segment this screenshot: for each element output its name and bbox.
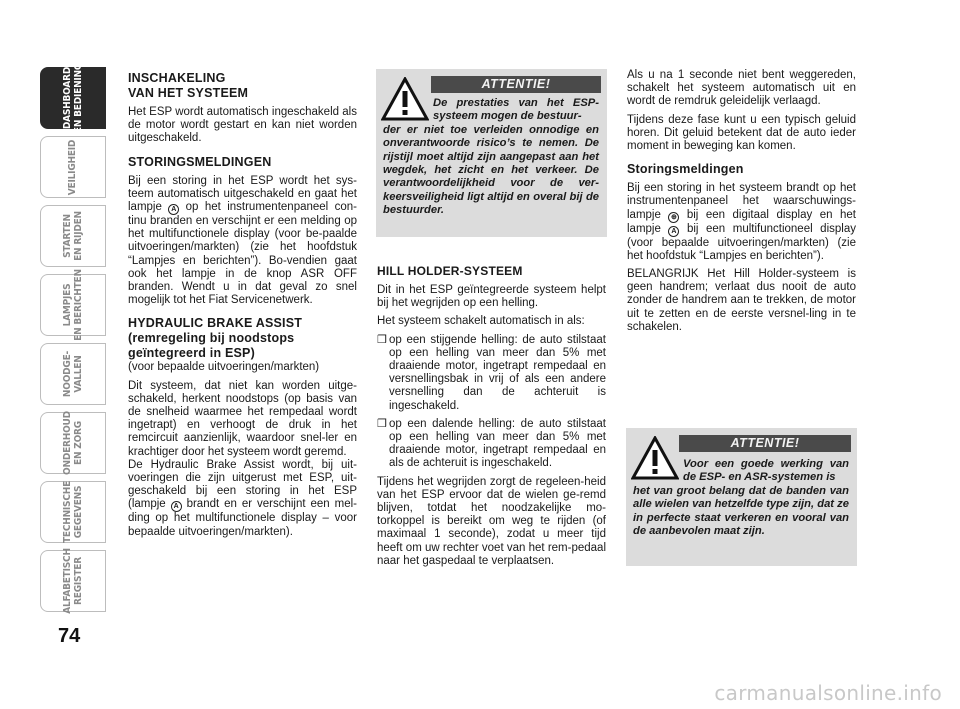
- heading-hba: [128, 316, 357, 361]
- tab-noodgevallen[interactable]: [40, 343, 106, 405]
- checkbox-bullet-icon: ❒: [377, 417, 387, 430]
- paragraph: Het systeem schakelt automatisch in als:: [377, 315, 585, 328]
- list-item-text: op een stijgende helling: de auto stilstaat op een helling van meer dan 5% met draaiende motor, ingetrapt rempedaal en versnellingsbak in vrij of als een andere versnelling dan de achteruit is ingeschakeld.: [389, 333, 606, 412]
- tab-label: TECHNISCHE GEGEVENS: [62, 480, 84, 544]
- column-2: [377, 264, 606, 568]
- text-run: Voor een goede werking van de ESP- en ASR-systemen is: [683, 458, 849, 484]
- warning-triangle-icon: [631, 436, 679, 480]
- paragraph: Dit systeem, dat niet kan worden uitge-schakeld, herkent noodstops (op basis van de snelheid waarmee het rempedaal wordt ingetrapt) en verhoogt de druk in het remcircuit aanzienlijk, waardoor snel-ler en krachtiger door het systeem wordt geremd.: [128, 379, 357, 458]
- tab-label: LAMPJES EN BERICHTEN: [62, 269, 85, 341]
- heading-inschakeling: [128, 71, 357, 101]
- text-run: bij een digitaal display en het lampje: [627, 208, 856, 235]
- attention-banner: ATTENTIE!: [431, 76, 601, 93]
- list-item: [377, 334, 606, 413]
- tab-label: ALFABETISCH REGISTER: [62, 548, 84, 614]
- paragraph: BELANGRIJK Het Hill Holder-systeem is geen handrem; verlaat dus nooit de auto zonder de handrem aan te trekken, de motor uit te zetten en de eerste versnel-ling in te schakelen.: [627, 268, 856, 333]
- page-number: 74: [58, 625, 81, 647]
- paragraph: Dit in het ESP geïntegreerde systeem helpt bij het wegrijden op een helling.: [377, 284, 606, 310]
- column-1: [128, 71, 357, 539]
- text-run: het van groot belang dat de banden van alle wielen van hetzelfde type zijn, dat ze in perfecte staat verkeren en vooral van de aanbevolen maat zijn.: [633, 484, 849, 538]
- checkbox-bullet-icon: ❒: [377, 333, 387, 346]
- text-run: op het instrumentenpaneel con-tinu branden en verschijnt er een melding op het multifunctionele display (voor be-paalde uitvoeringen/markten) (zie het hoofdstuk “Lampjes en berichten”). Bo-vendien gaat ook het lampje in de knop ASR OFF branden. Wendt u in dat geval zo snel mogelijk tot het Fiat Servicenetwerk.: [128, 201, 357, 307]
- heading-line: (remregeling bij noodstops: [128, 331, 295, 346]
- tab-lampjes[interactable]: [40, 269, 106, 341]
- heading-line: HYDRAULIC BRAKE ASSIST: [128, 316, 303, 331]
- warning-box: [626, 428, 857, 566]
- tab-register[interactable]: [40, 550, 106, 612]
- tab-starten[interactable]: [40, 205, 106, 267]
- paragraph: Het ESP wordt automatisch ingeschakeld als de motor wordt gestart en kan niet worden uitgeschakeld.: [128, 106, 357, 145]
- text-run: bij een multifunctioneel display (voor bepaalde uitvoeringen/markten) (zie het hoofdstuk “Lampjes en berichten”).: [627, 222, 856, 262]
- tab-dashboard[interactable]: [40, 62, 106, 134]
- list-item-text: op een dalende helling: de auto stilstaat op een helling van meer dan 5% met draaiende motor, ingetrapt rempedaal en als de achteruit is ingeschakeld.: [389, 417, 606, 470]
- text-run: Bij een storing in het systeem brandt op het instrumentenpaneel het waarschuwings-lampje: [627, 182, 856, 221]
- heading-line: VAN HET SYSTEEM: [128, 86, 249, 100]
- list-item: [377, 418, 606, 471]
- text-run: der er niet toe verleiden onnodige en onverantwoorde risico’s te nemen. De rijstijl moet altijd zijn aangepast aan het wegdek, het zicht en het verkeer. De verantwoordelijkheid voor de ver-keersveiligheid ligt altijd en overal bij de bestuurder.: [383, 123, 599, 217]
- watermark: carmanualsonline.info: [714, 681, 942, 705]
- subheading-note: (voor bepaalde uitvoeringen/markten): [128, 361, 320, 374]
- heading-storingsmeldingen: STORINGSMELDINGEN: [128, 154, 272, 169]
- paragraph: [128, 175, 357, 308]
- paragraph: Tijdens het wegrijden zorgt de regeleen-heid van het ESP ervoor dat de wielen ge-remd blijven, totdat het noodzakelijke mo-torkoppel is bereikt om weg te rijden (of maximaal 1 seconde), zodat u meer tijd heeft om uw rechter voet van het rem-pedaal naar het gaspedaal te verplaatsen.: [377, 475, 606, 567]
- paragraph: [627, 182, 856, 263]
- text-run: brandt en er verschijnt een mel-ding op het multifunctionele display – voor bepaalde uitvoeringen/markten).: [128, 498, 357, 538]
- column-3: [627, 69, 856, 334]
- attention-banner: ATTENTIE!: [679, 435, 851, 452]
- paragraph: [128, 459, 357, 539]
- tab-label: NOODGE- VALLEN: [61, 350, 84, 398]
- tab-label: DASHBOARD EN BEDIENING: [62, 62, 85, 134]
- hill-holder-warning-icon: ⊕: [668, 212, 679, 223]
- text-run: De prestaties van het ESP-systeem mogen de bestuur-: [433, 97, 599, 123]
- tab-label: VEILIGHEID: [67, 139, 79, 195]
- tab-label: STARTEN EN RIJDEN: [62, 211, 84, 261]
- paragraph: Tijdens deze fase kunt u een typisch geluid horen. Dit geluid betekent dat de auto ieder moment in beweging kan komen.: [627, 113, 856, 153]
- paragraph: Als u na 1 seconde niet bent weggereden, schakelt het systeem automatisch uit en wordt de remdruk geleidelijk verlaagd.: [627, 69, 856, 108]
- heading-hill-holder: HILL HOLDER-SYSTEEM: [377, 264, 523, 278]
- text-run: De Hydraulic Brake Assist wordt, bij uit-voeringen die zijn uitgerust met ESP, uit-geschakeld bij een storing in het ESP (lampje: [128, 458, 357, 511]
- heading-line: geïntegreerd in ESP): [128, 346, 255, 361]
- tab-veiligheid[interactable]: [40, 136, 106, 198]
- esp-warning-icon: A: [168, 204, 179, 215]
- warning-box: [376, 69, 607, 237]
- esp-warning-icon: A: [668, 226, 679, 237]
- text-run: Bij een storing in het ESP wordt het sys-teem automatisch uitgeschakeld en gaat het lampje: [128, 174, 357, 214]
- warning-triangle-icon: [381, 77, 429, 121]
- heading-line: INSCHAKELING: [128, 71, 226, 85]
- heading-storingsmeldingen-hill: Storingsmeldingen: [627, 162, 744, 177]
- tab-label: ONDERHOUD EN ZORG: [62, 411, 84, 475]
- tab-technische[interactable]: [40, 481, 106, 543]
- tab-onderhoud[interactable]: [40, 412, 106, 474]
- esp-warning-icon: A: [171, 501, 182, 512]
